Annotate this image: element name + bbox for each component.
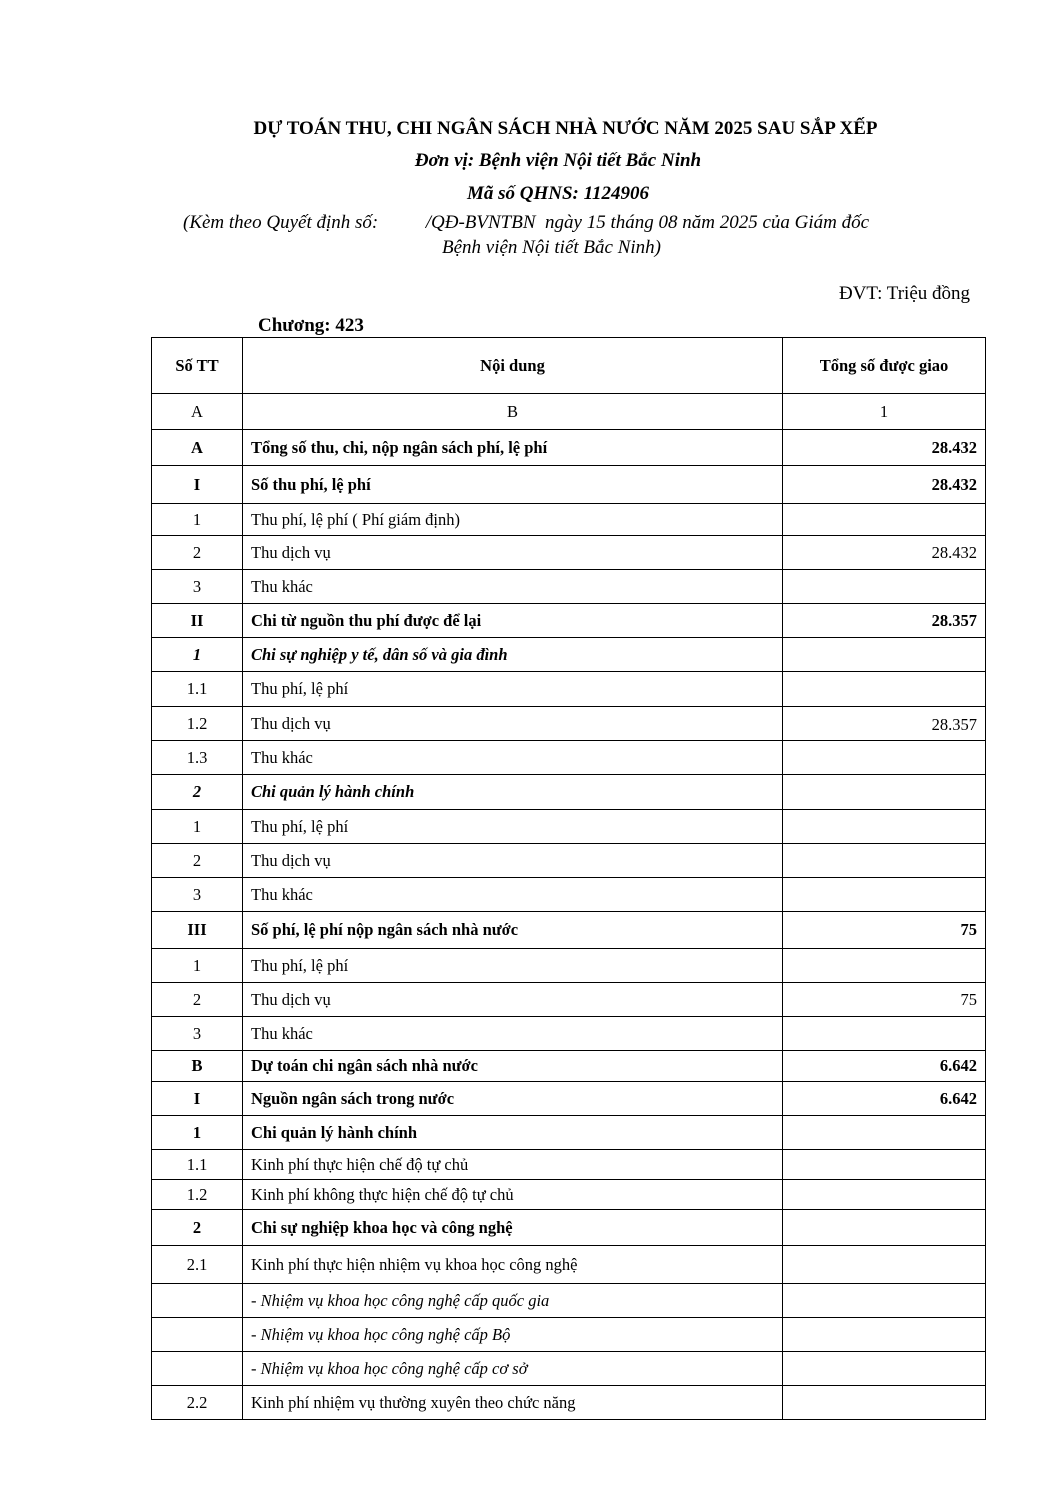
table-row (152, 844, 986, 878)
table-row (152, 1210, 986, 1246)
table-row (152, 878, 986, 912)
table-row (152, 1150, 986, 1180)
column-header-stt: Số TT (152, 338, 243, 394)
content-cell: Thu phí, lệ phí ( Phí giám định) (243, 504, 783, 536)
content-cell: Thu khác (243, 741, 783, 775)
value-cell: 28.432 (783, 466, 986, 504)
content-cell: Dự toán chi ngân sách nhà nước (243, 1051, 783, 1082)
content-cell: Thu khác (243, 1017, 783, 1051)
table-row (152, 810, 986, 844)
content-cell: Thu dịch vụ (243, 844, 783, 878)
content-cell: Kinh phí không thực hiện chế độ tự chủ (243, 1180, 783, 1210)
stt-cell: II (152, 604, 243, 638)
table-row (152, 1116, 986, 1150)
content-cell: Số thu phí, lệ phí (243, 466, 783, 504)
value-cell (783, 1150, 986, 1180)
stt-cell (152, 1284, 243, 1318)
stt-cell: 2 (152, 775, 243, 810)
content-cell: Thu dịch vụ (243, 707, 783, 741)
stt-cell: 2.1 (152, 1246, 243, 1284)
table-row (152, 638, 986, 672)
value-cell (783, 504, 986, 536)
column-header-value: Tổng số được giao (783, 338, 986, 394)
stt-cell: 1.3 (152, 741, 243, 775)
content-cell: Chi sự nghiệp khoa học và công nghệ (243, 1210, 783, 1246)
table-row (152, 1352, 986, 1386)
stt-cell: 3 (152, 1017, 243, 1051)
decision-reference-line2: Bệnh viện Nội tiết Bắc Ninh) (442, 237, 661, 258)
value-cell (783, 949, 986, 983)
table-row (152, 504, 986, 536)
value-cell (783, 810, 986, 844)
content-cell: Kinh phí nhiệm vụ thường xuyên theo chức năng (243, 1386, 783, 1420)
unit-name: Đơn vị: Bệnh viện Nội tiết Bắc Ninh (414, 150, 702, 171)
value-cell: 6.642 (783, 1082, 986, 1116)
value-cell (783, 1210, 986, 1246)
value-cell (783, 1116, 986, 1150)
content-cell: - Nhiệm vụ khoa học công nghệ cấp Bộ (243, 1318, 783, 1352)
value-cell (783, 1318, 986, 1352)
stt-cell: 1 (152, 638, 243, 672)
table-row (152, 536, 986, 570)
stt-cell: 1 (152, 949, 243, 983)
content-cell: Tổng số thu, chi, nộp ngân sách phí, lệ phí (243, 430, 783, 466)
value-cell: 75 (783, 983, 986, 1017)
content-cell: Chi sự nghiệp y tế, dân số và gia đình (243, 638, 783, 672)
table-row (152, 1284, 986, 1318)
value-cell (783, 638, 986, 672)
value-cell (783, 844, 986, 878)
value-cell: 6.642 (783, 1051, 986, 1082)
stt-cell: 1.1 (152, 1150, 243, 1180)
table-row (152, 741, 986, 775)
stt-cell: 2 (152, 536, 243, 570)
content-cell: - Nhiệm vụ khoa học công nghệ cấp cơ sở (243, 1352, 783, 1386)
stt-cell: 2 (152, 983, 243, 1017)
table-row (152, 949, 986, 983)
table-row (152, 1246, 986, 1284)
value-cell (783, 1284, 986, 1318)
value-cell (783, 1180, 986, 1210)
budget-code: Mã số QHNS: 1124906 (466, 183, 650, 204)
chapter-label: Chương: 423 (258, 315, 364, 336)
table-row (152, 466, 986, 504)
value-cell: 28.357 (783, 707, 986, 741)
stt-cell: A (152, 430, 243, 466)
table-header-row (152, 338, 986, 394)
stt-cell: 3 (152, 570, 243, 604)
content-cell: Chi từ nguồn thu phí được để lại (243, 604, 783, 638)
value-cell: 75 (783, 912, 986, 949)
content-cell: Thu khác (243, 570, 783, 604)
table-row (152, 1017, 986, 1051)
stt-cell: 3 (152, 878, 243, 912)
stt-cell: III (152, 912, 243, 949)
stt-cell: 1.2 (152, 1180, 243, 1210)
stt-cell: 2.2 (152, 1386, 243, 1420)
decision-reference-line1: (Kèm theo Quyết định số: /QĐ-BVNTBN ngày 15 tháng 08 năm 2025 của Giám đốc (183, 212, 870, 233)
document-title: DỰ TOÁN THU, CHI NGÂN SÁCH NHÀ NƯỚC NĂM 2025 SAU SẮP XẾP (253, 118, 878, 139)
index-cell: 1 (783, 394, 986, 430)
currency-unit: ĐVT: Triệu đồng (838, 283, 970, 304)
value-cell (783, 570, 986, 604)
table-row (152, 983, 986, 1017)
table-row (152, 672, 986, 707)
stt-cell: 1 (152, 810, 243, 844)
value-cell: 28.432 (783, 430, 986, 466)
table-index-row (152, 394, 986, 430)
column-header-content: Nội dung (243, 338, 783, 394)
value-cell (783, 672, 986, 707)
stt-cell (152, 1318, 243, 1352)
table-row (152, 1051, 986, 1082)
table-row (152, 570, 986, 604)
table-row (152, 775, 986, 810)
content-cell: Chi quản lý hành chính (243, 775, 783, 810)
stt-cell: 1 (152, 504, 243, 536)
stt-cell: I (152, 1082, 243, 1116)
table-row (152, 707, 986, 741)
table-row (152, 430, 986, 466)
stt-cell: 2 (152, 1210, 243, 1246)
budget-table (151, 337, 986, 1420)
stt-cell: 2 (152, 844, 243, 878)
content-cell: Thu phí, lệ phí (243, 949, 783, 983)
value-cell (783, 775, 986, 810)
table-row (152, 604, 986, 638)
value-cell: 28.357 (783, 604, 986, 638)
value-cell (783, 1386, 986, 1420)
value-cell (783, 1246, 986, 1284)
content-cell: Chi quản lý hành chính (243, 1116, 783, 1150)
content-cell: Nguồn ngân sách trong nước (243, 1082, 783, 1116)
value-cell (783, 1017, 986, 1051)
content-cell: Thu phí, lệ phí (243, 810, 783, 844)
content-cell: Số phí, lệ phí nộp ngân sách nhà nước (243, 912, 783, 949)
stt-cell: B (152, 1051, 243, 1082)
table-row (152, 1082, 986, 1116)
content-cell: Thu dịch vụ (243, 536, 783, 570)
index-cell: A (152, 394, 243, 430)
content-cell: Thu khác (243, 878, 783, 912)
value-cell: 28.432 (783, 536, 986, 570)
table-row (152, 1180, 986, 1210)
stt-cell: I (152, 466, 243, 504)
stt-cell: 1.2 (152, 707, 243, 741)
content-cell: Kinh phí thực hiện nhiệm vụ khoa học công nghệ (243, 1246, 783, 1284)
content-cell: Thu dịch vụ (243, 983, 783, 1017)
table-row (152, 1318, 986, 1352)
content-cell: - Nhiệm vụ khoa học công nghệ cấp quốc gia (243, 1284, 783, 1318)
content-cell: Kinh phí thực hiện chế độ tự chủ (243, 1150, 783, 1180)
value-cell (783, 1352, 986, 1386)
table-row (152, 912, 986, 949)
table-row (152, 1386, 986, 1420)
value-cell (783, 878, 986, 912)
stt-cell: 1 (152, 1116, 243, 1150)
value-cell (783, 741, 986, 775)
stt-cell: 1.1 (152, 672, 243, 707)
stt-cell (152, 1352, 243, 1386)
index-cell: B (243, 394, 783, 430)
content-cell: Thu phí, lệ phí (243, 672, 783, 707)
